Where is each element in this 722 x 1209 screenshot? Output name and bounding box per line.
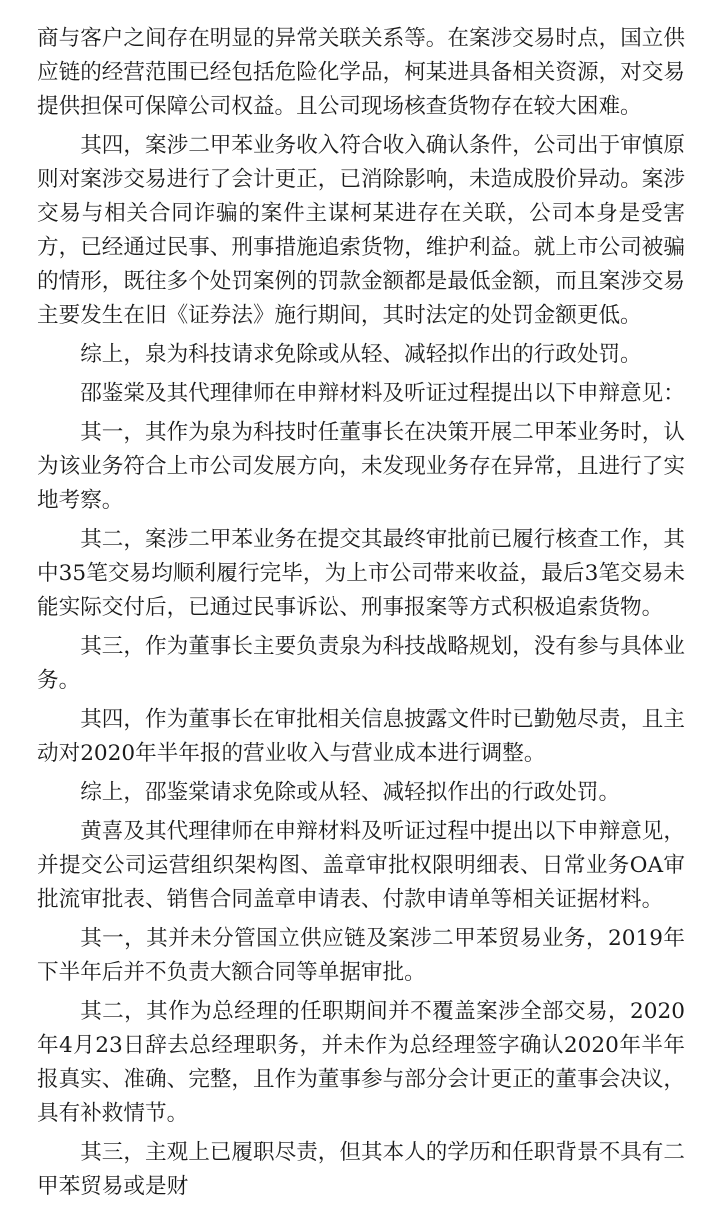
document-page xyxy=(37,22,685,1209)
paragraph-shao-point-3: 其三，作为董事长主要负责泉为科技战略规划，没有参与具体业务。 xyxy=(37,634,685,693)
paragraph-huang-point-1: 其一，其并未分管国立供应链及案涉二甲苯贸易业务，2019年下半年后并不负责大额合同等单据审批。 xyxy=(37,926,685,985)
paragraph-huang-point-2: 其二，其作为总经理的任职期间并不覆盖案涉全部交易，2020年4月23日辞去总经理职务，并未作为总经理签字确认2020年半年报真实、准确、完整，且作为董事参与部分会计更正的董事会决议，具有补救情节。 xyxy=(37,999,685,1126)
paragraph-fourth-point-company: 其四，案涉二甲苯业务收入符合收入确认条件，公司出于审慎原则对案涉交易进行了会计更正，已消除影响，未造成股价异动。案涉交易与相关合同诈骗的案件主谋柯某进存在关联，公司本身是受害方，已经通过民事、刑事措施追索货物，维护利益。就上市公司被骗的情形，既往多个处罚案例的罚款金额都是最低金额，而且案涉交易主要发生在旧《证券法》施行期间，其时法定的处罚金额更低。 xyxy=(37,133,685,328)
paragraph-shao-point-2: 其二，案涉二甲苯业务在提交其最终审批前已履行核查工作，其中35笔交易均顺利履行完毕，为上市公司带来收益，最后3笔交易未能实际交付后，已通过民事诉讼、刑事报案等方式积极追索货物。 xyxy=(37,527,685,620)
paragraph-huang-point-3: 其三，主观上已履职尽责，但其本人的学历和任职背景不具有二甲苯贸易或是财 xyxy=(37,1140,685,1199)
paragraph-shao-intro: 邵鉴棠及其代理律师在申辩材料及听证过程提出以下申辩意见： xyxy=(80,381,685,406)
paragraph-huang-intro: 黄喜及其代理律师在申辩材料及听证过程中提出以下申辩意见，并提交公司运营组织架构图、盖章审批权限明细表、日常业务OA审批流审批表、销售合同盖章申请表、付款申请单等相关证据材料。 xyxy=(37,819,685,912)
paragraph-shao-point-4: 其四，作为董事长在审批相关信息披露文件时已勤勉尽责，且主动对2020年半年报的营业收入与营业成本进行调整。 xyxy=(37,707,685,766)
paragraph-company-conclusion: 综上，泉为科技请求免除或从轻、减轻拟作出的行政处罚。 xyxy=(80,342,642,367)
paragraph-continuation: 商与客户之间存在明显的异常关联关系等。在案涉交易时点，国立供应链的经营范围已经包括危险化学品，柯某进具备相关资源，对交易提供担保可保障公司权益。且公司现场核查货物存在较大困难。 xyxy=(37,26,685,119)
paragraph-shao-conclusion: 综上，邵鉴棠请求免除或从轻、减轻拟作出的行政处罚。 xyxy=(80,780,621,805)
paragraph-shao-point-1: 其一，其作为泉为科技时任董事长在决策开展二甲苯业务时，认为该业务符合上市公司发展方向，未发现业务存在异常，且进行了实地考察。 xyxy=(37,420,685,513)
